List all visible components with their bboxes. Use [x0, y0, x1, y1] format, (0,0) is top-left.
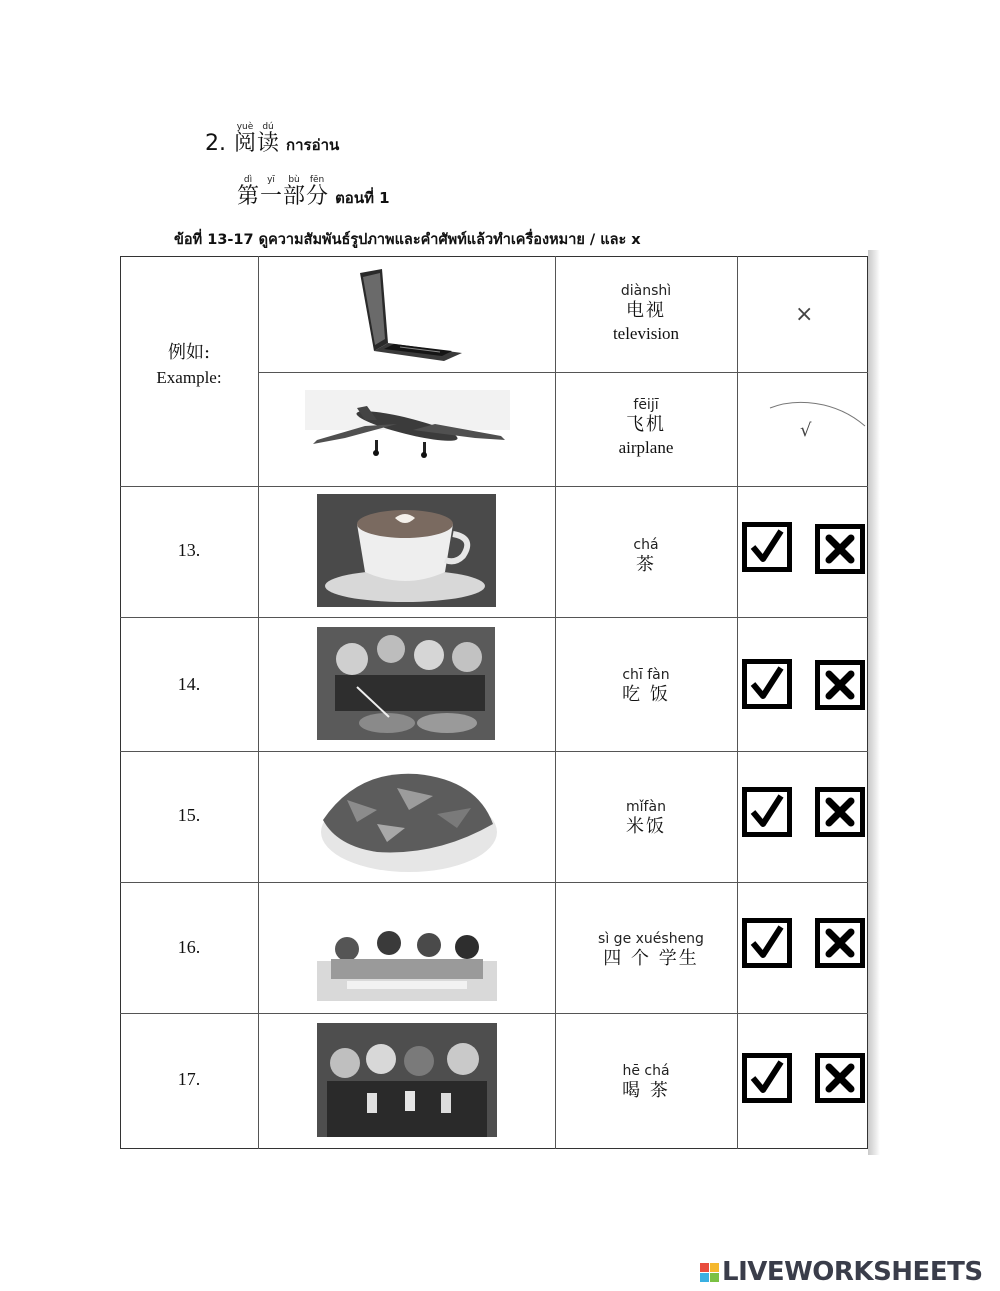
check-icon — [747, 792, 787, 832]
table-divider — [737, 256, 738, 1149]
table-divider — [120, 751, 868, 752]
table-divider — [120, 486, 868, 487]
ruby-char: yī 一 — [260, 175, 283, 209]
part-title-thai: ตอนที่ 1 — [335, 189, 390, 207]
friends-drinking-image — [317, 1023, 497, 1137]
table-divider — [120, 882, 868, 883]
section-title-thai: การอ่าน — [286, 136, 340, 154]
four-students-image — [317, 891, 497, 1004]
check-answer-box-14[interactable] — [742, 659, 792, 709]
pencil-stroke — [765, 396, 875, 446]
check-answer-box-13[interactable] — [742, 522, 792, 572]
friends-eating-image — [317, 627, 495, 740]
question-word: chá 茶 — [633, 537, 659, 575]
ruby-char: yuè 阅 — [234, 122, 257, 156]
question-number: 14. — [177, 674, 201, 694]
question-word: hē chá 喝 茶 — [622, 1063, 670, 1101]
cross-answer-box-15[interactable] — [815, 787, 865, 837]
cross-icon — [820, 665, 860, 705]
ruby-char: fēn 分 — [306, 175, 329, 209]
table-divider — [258, 256, 259, 1149]
question-number: 13. — [177, 540, 201, 560]
check-icon — [747, 664, 787, 704]
page-edge-shadow — [868, 250, 880, 1155]
example-check-mark: √ — [800, 420, 812, 441]
table-divider — [258, 372, 868, 373]
airplane-image — [305, 390, 510, 460]
check-icon — [747, 1058, 787, 1098]
section-number: 2. — [205, 131, 226, 156]
example-label: 例如: Example: — [156, 342, 222, 387]
cross-answer-box-17[interactable] — [815, 1053, 865, 1103]
table-divider — [120, 1013, 868, 1014]
example-word-television: diànshì 电视 television — [612, 283, 680, 343]
cross-answer-box-14[interactable] — [815, 660, 865, 710]
check-answer-box-17[interactable] — [742, 1053, 792, 1103]
coffee-cup-image — [317, 494, 496, 607]
laptop-image — [340, 265, 470, 365]
question-word: chī fàn 吃 饭 — [622, 667, 670, 705]
section-heading — [205, 122, 339, 156]
instruction-text: ข้อที่ 13-17 ดูความสัมพันธ์รูปภาพและคำศัพท์แล้วทำเครื่องหมาย / และ x — [174, 232, 641, 248]
cross-answer-box-16[interactable] — [815, 918, 865, 968]
table-divider — [120, 617, 868, 618]
question-word: sì ge xuésheng 四 个 学生 — [598, 931, 704, 969]
cross-icon — [820, 923, 860, 963]
question-number: 16. — [177, 937, 201, 957]
stir-fried-dish-image — [317, 760, 497, 873]
ruby-char: bù 部 — [283, 175, 306, 209]
check-icon — [747, 527, 787, 567]
cross-answer-box-13[interactable] — [815, 524, 865, 574]
liveworksheets-logo — [700, 1257, 983, 1287]
ruby-char: dú 读 — [257, 122, 280, 156]
question-number: 15. — [177, 805, 201, 825]
example-cross-mark: × — [795, 302, 814, 327]
question-number: 17. — [177, 1069, 201, 1089]
ruby-char: dì 第 — [237, 175, 260, 209]
part-heading — [237, 175, 390, 209]
check-icon — [747, 923, 787, 963]
check-answer-box-16[interactable] — [742, 918, 792, 968]
logo-text: LIVEWORKSHEETS — [722, 1257, 983, 1287]
logo-blocks-icon — [700, 1263, 719, 1282]
cross-icon — [820, 529, 860, 569]
cross-icon — [820, 1058, 860, 1098]
check-answer-box-15[interactable] — [742, 787, 792, 837]
example-word-airplane: fēijī 飞机 airplane — [618, 397, 674, 457]
cross-icon — [820, 792, 860, 832]
question-word: mǐfàn 米饭 — [626, 799, 666, 837]
